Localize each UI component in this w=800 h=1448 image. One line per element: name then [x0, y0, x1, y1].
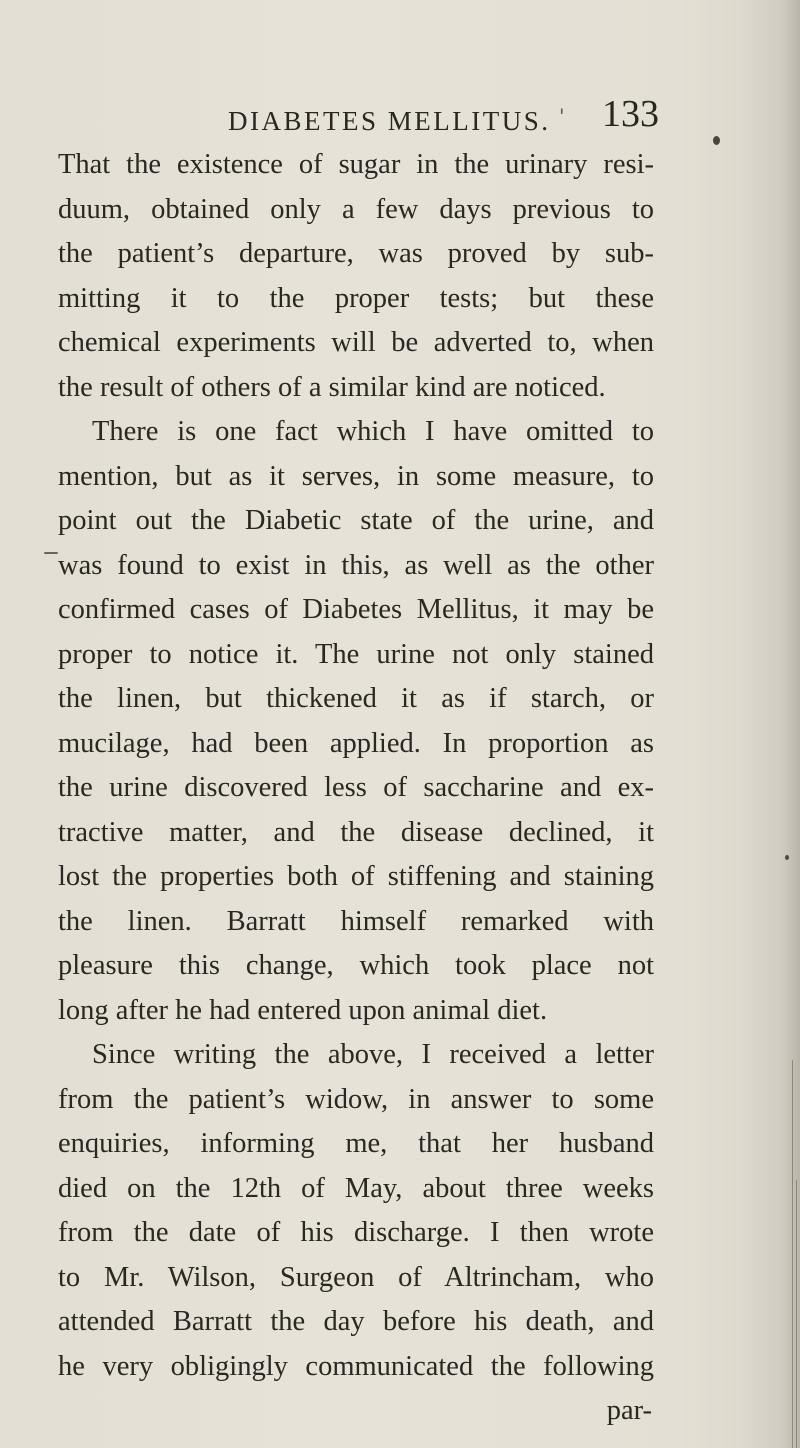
text-line: long after he had entered upon animal diet.: [58, 994, 548, 1026]
text-line: the linen. Barratt himself remarked with: [58, 905, 654, 937]
text-line: That the existence of sugar in the urinary resi-: [58, 149, 654, 180]
text-line: enquiries, informing me, that her husband: [58, 1128, 654, 1159]
text-line: proper to notice it. The urine not only stained: [58, 638, 654, 670]
text-line: point out the Diabetic state of the urine, and: [58, 505, 654, 536]
text-line: There is one fact which I have omitted to: [92, 416, 654, 447]
text-line: to Mr. Wilson, Surgeon of Altrincham, who: [58, 1261, 654, 1293]
text-line: was found to exist in this, as well as the other: [58, 549, 654, 581]
ink-speck: [713, 136, 720, 145]
running-head: [40, 86, 659, 136]
ink-speck: [44, 552, 58, 554]
text-line: chemical experiments will be adverted to, when: [58, 327, 654, 358]
text-line: Since writing the above, I received a letter: [92, 1039, 654, 1070]
body-text: [58, 143, 654, 1434]
text-line: duum, obtained only a few days previous to: [58, 193, 654, 225]
page-number: 133: [602, 93, 659, 135]
page-edge-line: [792, 1060, 793, 1448]
text-line: mention, but as it serves, in some measure, to: [58, 460, 654, 492]
text-line: pleasure this change, which took place not: [58, 950, 654, 981]
text-line: confirmed cases of Diabetes Mellitus, it may be: [58, 594, 654, 625]
text-line: attended Barratt the day before his death, and: [58, 1306, 654, 1337]
text-line: from the date of his discharge. I then wrote: [58, 1217, 654, 1248]
text-line: died on the 12th of May, about three weeks: [58, 1172, 654, 1204]
text-line: mucilage, had been applied. In proportion as: [58, 727, 654, 759]
running-title: DIABETES MELLITUS.: [228, 106, 551, 136]
text-line: tractive matter, and the disease declined, it: [58, 816, 654, 848]
page-edge-shadow: [740, 0, 800, 1448]
text-line: he very obligingly communicated the following: [58, 1350, 654, 1382]
text-line: the urine discovered less of saccharine and ex-: [58, 772, 654, 803]
text-line: the patient’s departure, was proved by sub-: [58, 238, 654, 269]
text-line: from the patient’s widow, in answer to some: [58, 1083, 654, 1115]
text-line: the linen, but thickened it as if starch, or: [58, 683, 654, 714]
page-edge-line: [796, 1180, 797, 1448]
running-head-mark: ': [559, 104, 565, 128]
catchword: par-: [606, 1395, 652, 1426]
text-line: the result of others of a similar kind are noticed.: [58, 371, 606, 403]
text-line: mitting it to the proper tests; but these: [58, 282, 654, 314]
text-line: lost the properties both of stiffening and staining: [58, 861, 654, 892]
